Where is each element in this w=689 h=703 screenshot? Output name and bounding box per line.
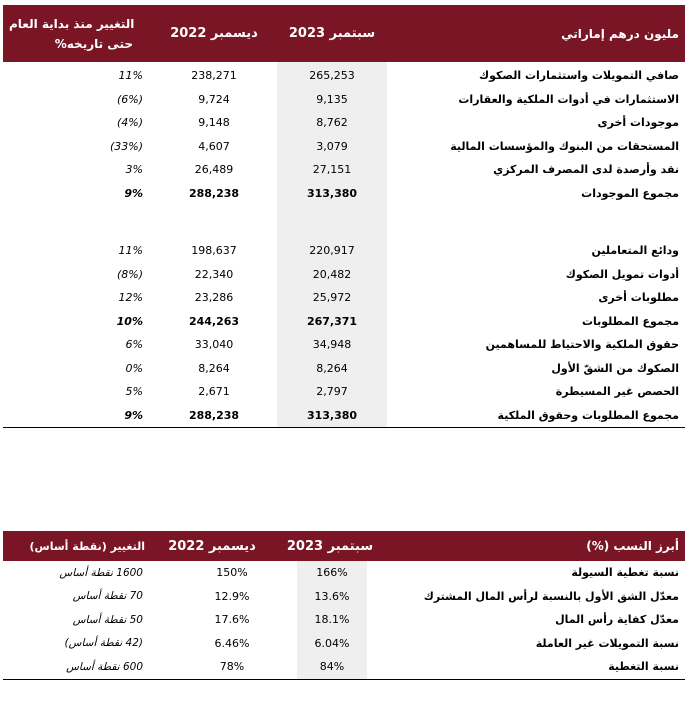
- row-sep-value: 3,079: [277, 135, 387, 159]
- total-row: [3, 310, 685, 334]
- ratios-header-label: أبرز النسب (%): [586, 539, 679, 553]
- row-sep-value: 8,264: [277, 357, 387, 381]
- key-ratios-table: [3, 531, 685, 680]
- row-label: أدوات تمويل الصكوك: [565, 267, 679, 281]
- row-dec-value: 6.46%: [214, 636, 250, 650]
- total-row: [3, 182, 685, 206]
- row-change-value: 1600 نقطة أساس: [59, 566, 143, 579]
- row-change-value: (6%): [116, 92, 143, 106]
- row-dec-value: 4,607: [198, 139, 230, 153]
- table-row: [3, 561, 685, 585]
- header-ytd-line1: التغيير منذ بداية العام: [9, 16, 135, 31]
- header-dec-2022: ديسمبر 2022: [170, 26, 258, 41]
- row-label: معدّل كفاية رأس المال: [555, 613, 679, 627]
- row-label: صافي التمويلات واستثمارات الصكوك: [479, 69, 679, 83]
- row-dec-value: 22,340: [194, 267, 234, 281]
- row-label: مجموع المطلوبات وحقوق الملكية: [497, 408, 679, 422]
- row-label: المستحقات من البنوك والمؤسسات المالية: [450, 139, 679, 153]
- row-label: نسبة تغطية السيولة: [571, 566, 679, 580]
- row-dec-value: 9,724: [198, 92, 230, 106]
- table-row: [3, 286, 685, 310]
- row-sep-value: 13.6%: [297, 585, 367, 609]
- row-change-value: 0%: [125, 361, 143, 375]
- row-label: معدّل الشق الأول بالنسبة لرأس المال المشترك: [423, 589, 679, 603]
- ratios-header-change: التغيير (نقطة أساس): [29, 539, 145, 553]
- row-sep-value: 220,917: [277, 239, 387, 263]
- header-sep-2023: سبتمبر 2023: [288, 26, 376, 41]
- key-ratios-header: [3, 531, 685, 561]
- row-label: الصكوك من الشقّ الأول: [551, 361, 679, 375]
- ratios-header-sep-2023: سبتمبر 2023: [286, 538, 374, 554]
- row-change-value: 50 نقطة أساس: [72, 613, 143, 626]
- table-row: [3, 158, 685, 182]
- row-dec-value: 288,238: [188, 408, 240, 422]
- row-change-value: (4%): [116, 116, 143, 130]
- row-dec-value: 238,271: [191, 69, 237, 83]
- row-dec-value: 9,148: [198, 116, 230, 130]
- table-row: [3, 88, 685, 112]
- row-change-value: 11%: [118, 244, 143, 258]
- table-bottom-border: [3, 679, 685, 680]
- row-change-value: 9%: [124, 186, 143, 200]
- row-change-value: (33%): [109, 139, 143, 153]
- row-dec-value: 23,286: [194, 291, 234, 305]
- row-label: نسبة التمويلات غير العاملة: [535, 636, 679, 650]
- row-dec-value: 2,671: [198, 385, 230, 399]
- section-spacer: [3, 205, 685, 239]
- row-dec-value: 17.6%: [214, 613, 250, 627]
- row-label: مجموع الموجودات: [581, 186, 679, 200]
- table-row: [3, 64, 685, 88]
- row-change-value: (8%): [116, 267, 143, 281]
- row-sep-value: 6.04%: [297, 632, 367, 656]
- row-label: الحصص غير المسيطرة: [555, 385, 679, 399]
- table-row: [3, 263, 685, 287]
- row-change-value: 12%: [118, 291, 143, 305]
- row-label: مجموع المطلوبات: [581, 314, 679, 328]
- header-ytd-change: [9, 5, 149, 62]
- row-sep-value: 313,380: [277, 182, 387, 206]
- balance-sheet-header: [3, 5, 685, 62]
- row-dec-value: 198,637: [191, 244, 237, 258]
- row-sep-value: 18.1%: [297, 608, 367, 632]
- row-change-value: 11%: [118, 69, 143, 83]
- ratios-header-dec-2022: ديسمبر 2022: [168, 538, 256, 554]
- row-change-value: 6%: [125, 338, 143, 352]
- row-sep-value: 25,972: [277, 286, 387, 310]
- header-ytd-line2: حتى تاريخه%: [54, 36, 133, 51]
- row-sep-value: 20,482: [277, 263, 387, 287]
- row-change-value: 600 نقطة أساس: [66, 660, 143, 673]
- row-dec-value: 288,238: [188, 186, 240, 200]
- row-sep-value: 267,371: [277, 310, 387, 334]
- row-sep-value: 9,135: [277, 88, 387, 112]
- table-row: [3, 333, 685, 357]
- balance-sheet-table: [3, 5, 685, 428]
- table-row: [3, 357, 685, 381]
- row-label: حقوق الملكية والاحتياط للمساهمين: [485, 338, 679, 352]
- row-label: ودائع المتعاملين: [591, 244, 679, 258]
- row-dec-value: 33,040: [194, 338, 234, 352]
- table-row: [3, 655, 685, 679]
- table-row: [3, 239, 685, 263]
- table-row: [3, 608, 685, 632]
- total-row: [3, 404, 685, 428]
- row-change-value: (42 نقطة أساس): [64, 637, 143, 650]
- row-dec-value: 26,489: [194, 163, 234, 177]
- table-row: [3, 135, 685, 159]
- row-label: الاستثمارات في أدوات الملكية والعقارات: [458, 92, 679, 106]
- row-dec-value: 244,263: [188, 314, 240, 328]
- table-bottom-border: [3, 427, 685, 428]
- row-change-value: 70 نقطة أساس: [72, 590, 143, 603]
- row-sep-value: 34,948: [277, 333, 387, 357]
- row-change-value: 3%: [125, 163, 143, 177]
- row-label: مطلوبات أخرى: [598, 291, 679, 305]
- row-change-value: 9%: [124, 408, 143, 422]
- row-label: نقد وأرصدة لدى المصرف المركزي: [493, 163, 679, 177]
- table-row: [3, 585, 685, 609]
- row-change-value: 10%: [116, 314, 143, 328]
- row-sep-value: 313,380: [277, 404, 387, 428]
- row-dec-value: 150%: [216, 566, 248, 580]
- row-change-value: 5%: [125, 385, 143, 399]
- row-dec-value: 78%: [219, 660, 245, 674]
- row-dec-value: 12.9%: [214, 589, 250, 603]
- row-label: نسبة التغطية: [608, 660, 679, 674]
- row-sep-value: 265,253: [277, 64, 387, 88]
- table-row: [3, 111, 685, 135]
- row-sep-value: 84%: [297, 655, 367, 679]
- row-sep-value: 27,151: [277, 158, 387, 182]
- row-dec-value: 8,264: [198, 361, 230, 375]
- header-label: مليون درهم إماراتي: [561, 26, 679, 41]
- row-sep-value: 8,762: [277, 111, 387, 135]
- row-sep-value: 166%: [297, 561, 367, 585]
- table-row: [3, 380, 685, 404]
- table-row: [3, 632, 685, 656]
- row-sep-value: 2,797: [277, 380, 387, 404]
- row-label: موجودات أخرى: [597, 116, 679, 130]
